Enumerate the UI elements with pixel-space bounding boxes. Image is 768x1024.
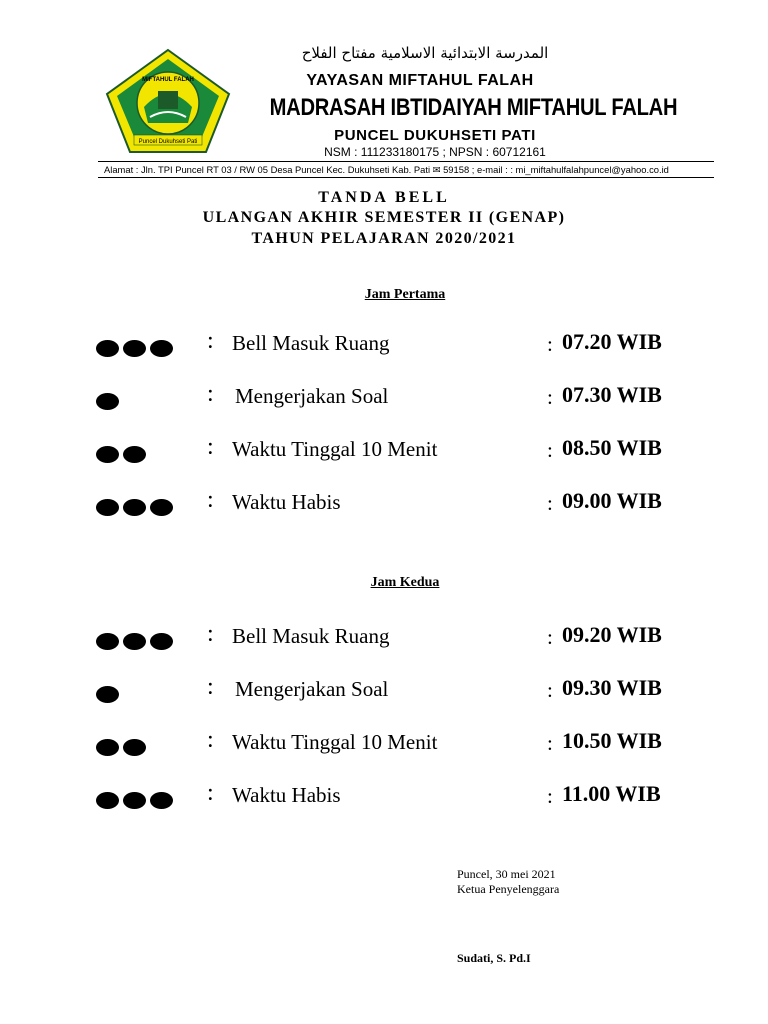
bell-dot: [150, 792, 173, 809]
bell-time: 07.30 WIB: [562, 382, 662, 407]
separator: :: [547, 332, 553, 356]
signer-name: Sudati, S. Pd.I: [457, 951, 531, 965]
bell-dot: [150, 499, 173, 516]
section-heading: Jam Kedua: [370, 575, 440, 590]
separator: :: [547, 385, 553, 409]
bell-dot: [96, 340, 119, 357]
bell-label: Waktu Habis: [232, 783, 341, 807]
bell-row: [0, 780, 768, 820]
bell-dots: [96, 499, 173, 516]
bell-dot: [123, 340, 146, 357]
bell-label: Waktu Tinggal 10 Menit: [232, 730, 438, 754]
separator: :: [207, 780, 214, 806]
bell-time: 07.20 WIB: [562, 329, 662, 354]
doc-year: TAHUN PELAJARAN 2020/2021: [251, 230, 517, 247]
header-divider-top: [98, 161, 714, 162]
separator: :: [207, 328, 214, 354]
separator: :: [547, 625, 553, 649]
bell-dots: [96, 633, 173, 650]
separator: :: [547, 678, 553, 702]
bell-row: [0, 328, 768, 368]
doc-title: TANDA BELL: [318, 189, 450, 206]
bell-dot: [96, 792, 119, 809]
bell-label: Bell Masuk Ruang: [232, 624, 390, 648]
arabic-school-name: المدرسة الابتدائية الاسلامية مفتاح الفلاح: [301, 44, 549, 62]
logo-text-top: MIFTAHUL FALAH: [142, 77, 194, 83]
bell-dot: [123, 739, 146, 756]
school-name: MADRASAH IBTIDAIYAH MIFTAHUL FALAH: [269, 94, 678, 121]
bell-dots: [96, 792, 173, 809]
bell-dot: [96, 393, 119, 410]
bell-row: [0, 487, 768, 527]
logo-text-bottom: Puncel Dukuhseti Pati: [138, 139, 198, 145]
bell-dot: [123, 499, 146, 516]
bell-label: Bell Masuk Ruang: [232, 331, 390, 355]
bell-time: 09.30 WIB: [562, 675, 662, 700]
bell-dot: [150, 633, 173, 650]
bell-dot: [150, 340, 173, 357]
bell-row: [0, 674, 768, 714]
separator: :: [547, 438, 553, 462]
bell-dots: [96, 340, 173, 357]
bell-label: Waktu Tinggal 10 Menit: [232, 437, 438, 461]
nsm-npsn: NSM : 111233180175 ; NPSN : 60712161: [324, 145, 546, 159]
bell-dot: [123, 633, 146, 650]
separator: :: [547, 731, 553, 755]
bell-dot: [96, 739, 119, 756]
bell-dot: [96, 499, 119, 516]
bell-dots: [96, 446, 146, 463]
bell-dot: [96, 633, 119, 650]
signer-role: Ketua Penyelenggara: [457, 882, 560, 896]
bell-time: 09.20 WIB: [562, 622, 662, 647]
bell-time: 08.50 WIB: [562, 435, 662, 460]
separator: :: [547, 491, 553, 515]
bell-row: [0, 727, 768, 767]
separator: :: [207, 674, 214, 700]
bell-time: 10.50 WIB: [562, 728, 662, 753]
bell-dot: [96, 446, 119, 463]
bell-row: [0, 381, 768, 421]
place-date: Puncel, 30 mei 2021: [457, 867, 556, 881]
school-location: PUNCEL DUKUHSETI PATI: [334, 127, 536, 144]
separator: :: [207, 621, 214, 647]
separator: :: [207, 381, 214, 407]
bell-time: 11.00 WIB: [562, 781, 661, 806]
address-line: Alamat : Jln. TPI Puncel RT 03 / RW 05 Desa Puncel Kec. Dukuhseti Kab. Pati ✉ 59158 ; e-mail : : mi_miftahulfalahpuncel@yahoo.co.id: [104, 164, 669, 175]
bell-label: Waktu Habis: [232, 490, 341, 514]
separator: :: [547, 784, 553, 808]
separator: :: [207, 727, 214, 753]
section-heading: Jam Pertama: [364, 287, 446, 302]
school-logo: [104, 47, 232, 155]
bell-dots: [96, 686, 119, 703]
bell-dot: [123, 446, 146, 463]
bell-label: Mengerjakan Soal: [235, 384, 389, 408]
bell-time: 09.00 WIB: [562, 488, 662, 513]
foundation-name: YAYASAN MIFTAHUL FALAH: [306, 72, 534, 89]
separator: :: [207, 487, 214, 513]
header-divider-bottom: [98, 177, 714, 178]
bell-label: Mengerjakan Soal: [235, 677, 389, 701]
separator: :: [207, 434, 214, 460]
bell-dot: [96, 686, 119, 703]
bell-dots: [96, 739, 146, 756]
bell-dots: [96, 393, 119, 410]
bell-dot: [123, 792, 146, 809]
bell-row: [0, 434, 768, 474]
bell-row: [0, 621, 768, 661]
doc-subtitle: ULANGAN AKHIR SEMESTER II (GENAP): [202, 209, 566, 226]
